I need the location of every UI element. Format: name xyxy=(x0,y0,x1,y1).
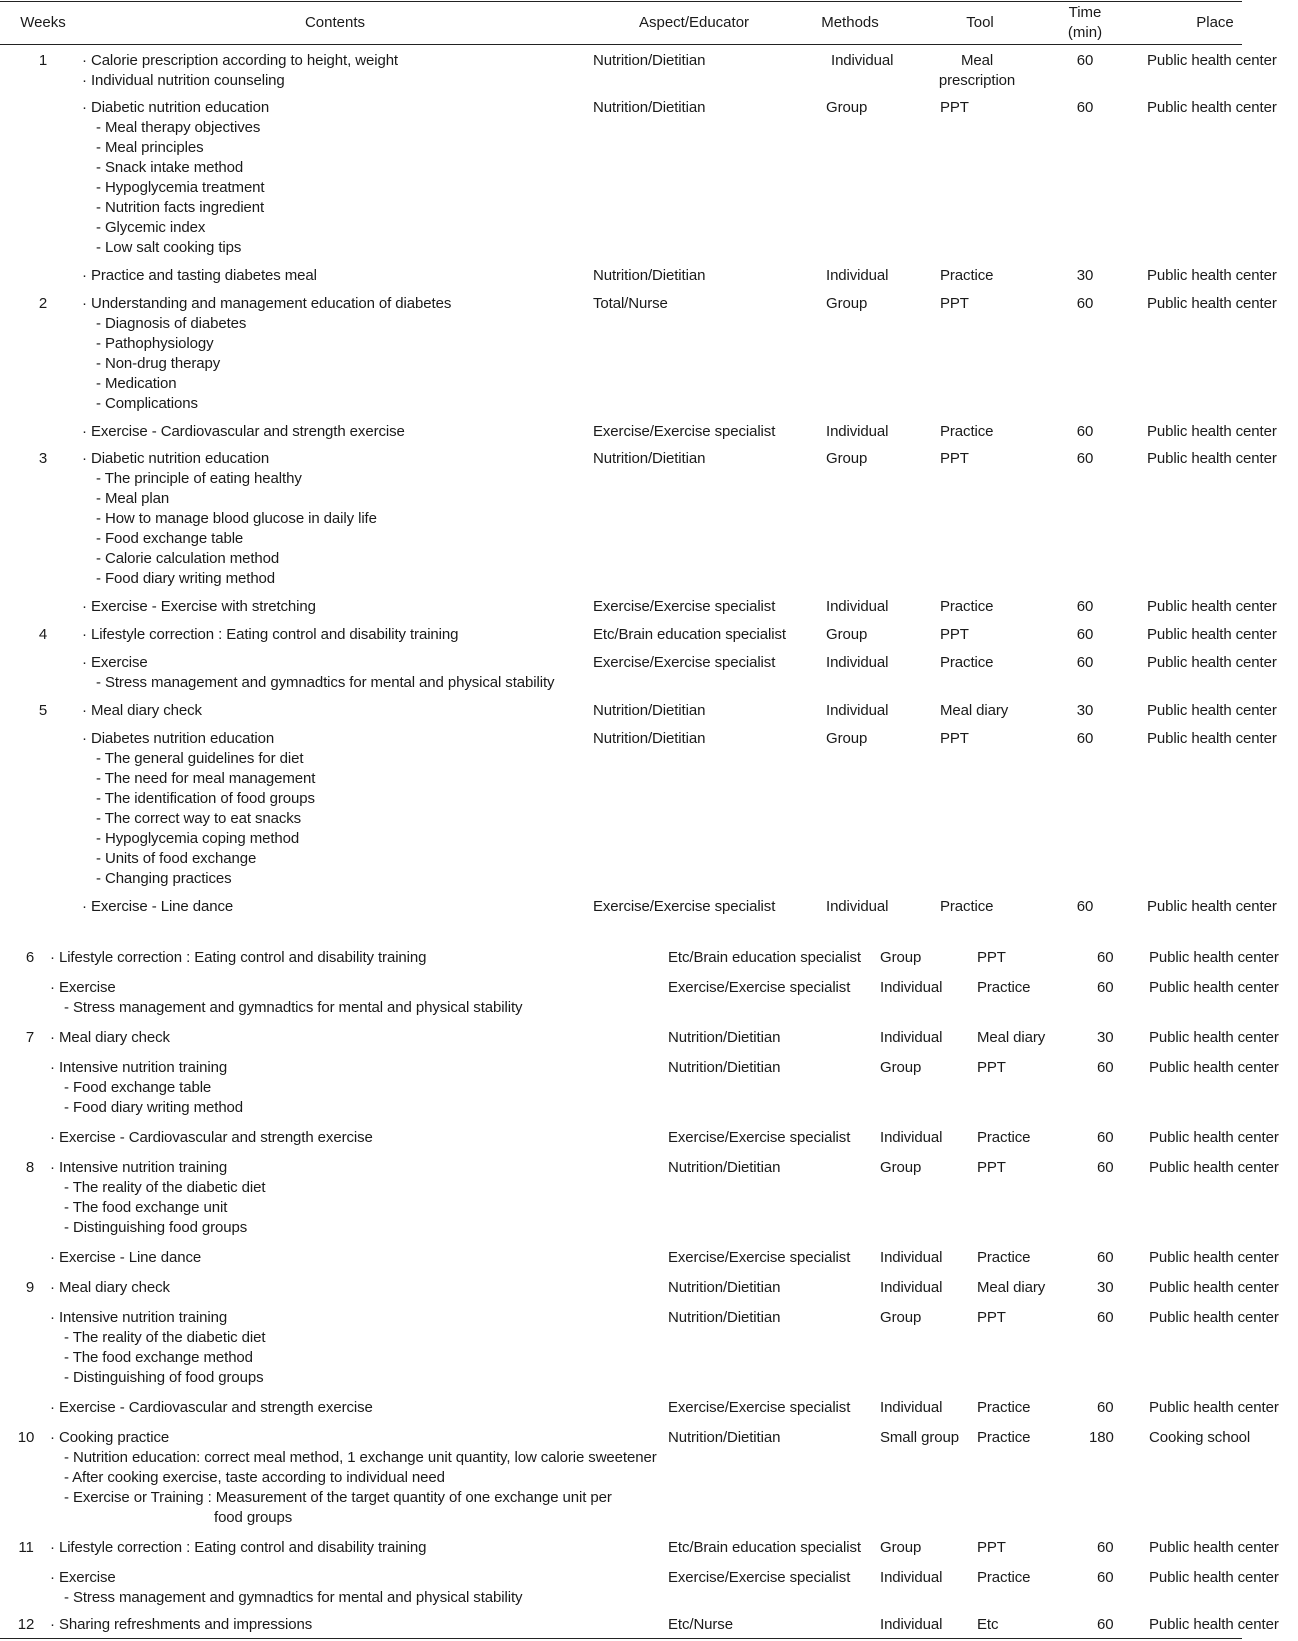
time-cell: 60 xyxy=(1076,730,1094,747)
content-subitem: - Glycemic index xyxy=(96,219,206,236)
time-cell: 60 xyxy=(1076,295,1094,312)
time-cell: 60 xyxy=(1076,626,1094,643)
time-cell: 60 xyxy=(1097,1249,1114,1266)
content-item: · Diabetes nutrition education xyxy=(82,730,275,747)
tool-cell: Meal xyxy=(960,52,994,69)
aspect-cell: Exercise/Exercise specialist xyxy=(593,598,776,615)
content-item: · Diabetic nutrition education xyxy=(82,99,270,116)
aspect-cell: Etc/Nurse xyxy=(668,1616,733,1633)
time-cell: 60 xyxy=(1097,1569,1114,1586)
content-subitem: - The identification of food groups xyxy=(96,790,315,807)
method-cell: Individual xyxy=(826,598,889,615)
place-cell: Public health center xyxy=(1147,423,1277,440)
time-cell: 60 xyxy=(1076,598,1094,615)
time-cell: 60 xyxy=(1076,450,1094,467)
method-cell: Group xyxy=(880,949,922,966)
method-cell: Group xyxy=(826,450,868,467)
method-cell: Individual xyxy=(880,1129,943,1146)
aspect-cell: Exercise/Exercise specialist xyxy=(668,979,851,996)
content-item: · Understanding and management education of diabetes xyxy=(82,295,452,312)
content-subitem: - Food diary writing method xyxy=(96,570,276,587)
content-subitem: - Complications xyxy=(96,395,198,412)
place-cell: Public health center xyxy=(1147,702,1277,719)
content-item: · Meal diary check xyxy=(82,702,202,719)
aspect-cell: Exercise/Exercise specialist xyxy=(668,1249,851,1266)
content-item: · Sharing refreshments and impressions xyxy=(50,1616,313,1633)
time-cell: 60 xyxy=(1097,1616,1114,1633)
content-subitem: - Meal plan xyxy=(96,490,170,507)
content-subitem: - Stress management and gymnadtics for mental and physical stability xyxy=(96,674,555,691)
time-cell: 60 xyxy=(1076,52,1094,69)
content-item: · Exercise xyxy=(82,654,148,671)
tool-cell: PPT xyxy=(977,949,1006,966)
content-item: · Exercise - Cardiovascular and strength exercise xyxy=(50,1129,373,1146)
aspect-cell: Nutrition/Dietitian xyxy=(668,1059,781,1076)
content-subitem: - The principle of eating healthy xyxy=(96,470,302,487)
method-cell: Group xyxy=(880,1309,922,1326)
place-cell: Public health center xyxy=(1149,1616,1279,1633)
place-cell: Public health center xyxy=(1149,1129,1279,1146)
content-item: · Exercise - Exercise with stretching xyxy=(82,598,316,615)
content-subitem: - Units of food exchange xyxy=(96,850,257,867)
aspect-cell: Exercise/Exercise specialist xyxy=(668,1399,851,1416)
content-subitem: - Nutrition education: correct meal method, 1 exchange unit quantity, low calorie sweetener xyxy=(64,1449,657,1466)
content-subitem: - Low salt cooking tips xyxy=(96,239,242,256)
method-cell: Small group xyxy=(880,1429,959,1446)
place-cell: Public health center xyxy=(1149,1279,1279,1296)
aspect-cell: Nutrition/Dietitian xyxy=(668,1279,781,1296)
week-number: 8 xyxy=(25,1159,35,1176)
place-cell: Public health center xyxy=(1147,295,1277,312)
place-cell: Public health center xyxy=(1147,626,1277,643)
aspect-cell: Etc/Brain education specialist xyxy=(593,626,786,643)
content-item: · Exercise xyxy=(50,979,116,996)
content-subitem: - Pathophysiology xyxy=(96,335,214,352)
method-cell: Group xyxy=(826,626,868,643)
method-cell: Group xyxy=(826,295,868,312)
aspect-cell: Nutrition/Dietitian xyxy=(593,702,706,719)
aspect-cell: Nutrition/Dietitian xyxy=(593,52,706,69)
content-item: · Exercise - Cardiovascular and strength exercise xyxy=(50,1399,373,1416)
place-cell: Public health center xyxy=(1149,1569,1279,1586)
time-cell: 30 xyxy=(1076,267,1094,284)
header-tool: Tool xyxy=(966,14,994,31)
week-number: 10 xyxy=(17,1429,35,1446)
week-number: 6 xyxy=(25,949,35,966)
content-subitem: - The food exchange method xyxy=(64,1349,253,1366)
content-subitem: - Distinguishing food groups xyxy=(64,1219,248,1236)
content-subitem: - The reality of the diabetic diet xyxy=(64,1329,266,1346)
place-cell: Public health center xyxy=(1147,99,1277,116)
method-cell: Group xyxy=(826,730,868,747)
week-number: 9 xyxy=(25,1279,35,1296)
aspect-cell: Exercise/Exercise specialist xyxy=(593,654,776,671)
tool-cell: Practice xyxy=(977,979,1031,996)
content-item: · Exercise - Cardiovascular and strength exercise xyxy=(82,423,405,440)
week-number: 3 xyxy=(38,450,48,467)
week-number: 4 xyxy=(38,626,48,643)
tool-cell: Practice xyxy=(977,1399,1031,1416)
time-cell: 60 xyxy=(1097,1059,1114,1076)
header-time-line1: Time xyxy=(1068,4,1102,21)
content-subitem: - The need for meal management xyxy=(96,770,316,787)
time-cell: 30 xyxy=(1097,1029,1114,1046)
tool-cell: PPT xyxy=(940,295,969,312)
aspect-cell: Nutrition/Dietitian xyxy=(668,1429,781,1446)
content-item: · Lifestyle correction : Eating control and disability training xyxy=(50,1539,427,1556)
header-contents: Contents xyxy=(304,14,366,31)
method-cell: Individual xyxy=(826,267,889,284)
aspect-cell: Nutrition/Dietitian xyxy=(593,730,706,747)
aspect-cell: Total/Nurse xyxy=(593,295,668,312)
method-cell: Individual xyxy=(880,979,943,996)
place-cell: Public health center xyxy=(1147,654,1277,671)
place-cell: Public health center xyxy=(1147,898,1277,915)
tool-cell: PPT xyxy=(940,450,969,467)
tool-cell: Practice xyxy=(977,1429,1031,1446)
tool-cell: Meal diary xyxy=(977,1029,1046,1046)
content-subitem: - Diagnosis of diabetes xyxy=(96,315,247,332)
method-cell: Individual xyxy=(880,1029,943,1046)
content-item: · Exercise xyxy=(50,1569,116,1586)
content-subitem: - Meal principles xyxy=(96,139,204,156)
content-subitem: - Nutrition facts ingredient xyxy=(96,199,265,216)
header-bottom-rule xyxy=(0,44,1242,45)
aspect-cell: Nutrition/Dietitian xyxy=(593,450,706,467)
table-bottom-rule xyxy=(0,1638,1242,1639)
aspect-cell: Nutrition/Dietitian xyxy=(668,1159,781,1176)
method-cell: Individual xyxy=(826,423,889,440)
content-subitem: - How to manage blood glucose in daily life xyxy=(96,510,377,527)
content-subitem: - Stress management and gymnadtics for mental and physical stability xyxy=(64,1589,523,1606)
tool-cell: PPT xyxy=(977,1309,1006,1326)
place-cell: Public health center xyxy=(1149,1309,1279,1326)
method-cell: Individual xyxy=(826,702,889,719)
tool-cell: Meal diary xyxy=(977,1279,1046,1296)
method-cell: Group xyxy=(826,99,868,116)
content-subitem: - After cooking exercise, taste according to individual need xyxy=(64,1469,445,1486)
content-item: · Meal diary check xyxy=(50,1279,170,1296)
aspect-cell: Etc/Brain education specialist xyxy=(668,949,861,966)
tool-cell: Practice xyxy=(940,598,994,615)
aspect-cell: Etc/Brain education specialist xyxy=(668,1539,861,1556)
time-cell: 60 xyxy=(1097,1309,1114,1326)
table-top-rule xyxy=(0,1,1242,2)
content-item: · Exercise - Line dance xyxy=(50,1249,202,1266)
aspect-cell: Nutrition/Dietitian xyxy=(668,1309,781,1326)
tool-cell: PPT xyxy=(977,1159,1006,1176)
content-item: · Individual nutrition counseling xyxy=(82,72,285,89)
tool-cell: Practice xyxy=(977,1249,1031,1266)
time-cell: 60 xyxy=(1097,1539,1114,1556)
aspect-cell: Exercise/Exercise specialist xyxy=(668,1129,851,1146)
header-methods: Methods xyxy=(821,14,879,31)
content-subitem: - Food diary writing method xyxy=(64,1099,244,1116)
place-cell: Public health center xyxy=(1149,1159,1279,1176)
content-subitem: - Hypoglycemia coping method xyxy=(96,830,300,847)
tool-cell: prescription xyxy=(938,72,1016,89)
method-cell: Group xyxy=(880,1059,922,1076)
place-cell: Public health center xyxy=(1147,267,1277,284)
content-subitem: - Exercise or Training : Measurement of the target quantity of one exchange unit per xyxy=(64,1489,612,1506)
content-subitem: - Stress management and gymnadtics for mental and physical stability xyxy=(64,999,523,1016)
aspect-cell: Exercise/Exercise specialist xyxy=(593,898,776,915)
content-item: · Calorie prescription according to height, weight xyxy=(82,52,398,69)
tool-cell: Practice xyxy=(940,423,994,440)
place-cell: Public health center xyxy=(1147,598,1277,615)
tool-cell: Etc xyxy=(977,1616,999,1633)
content-subitem: - Distinguishing of food groups xyxy=(64,1369,264,1386)
content-subitem: - The correct way to eat snacks xyxy=(96,810,302,827)
header-aspect: Aspect/Educator xyxy=(638,14,750,31)
place-cell: Public health center xyxy=(1149,1029,1279,1046)
week-number: 12 xyxy=(17,1616,35,1633)
time-cell: 60 xyxy=(1097,949,1114,966)
tool-cell: PPT xyxy=(977,1539,1006,1556)
method-cell: Individual xyxy=(826,654,889,671)
content-subitem: food groups xyxy=(214,1509,293,1526)
content-subitem: - Food exchange table xyxy=(96,530,244,547)
place-cell: Public health center xyxy=(1149,1399,1279,1416)
tool-cell: Practice xyxy=(977,1569,1031,1586)
method-cell: Individual xyxy=(831,52,894,69)
place-cell: Public health center xyxy=(1149,1249,1279,1266)
content-subitem: - Calorie calculation method xyxy=(96,550,280,567)
content-item: · Lifestyle correction : Eating control and disability training xyxy=(82,626,459,643)
method-cell: Individual xyxy=(880,1616,943,1633)
time-cell: 60 xyxy=(1076,99,1094,116)
time-cell: 60 xyxy=(1097,1159,1114,1176)
content-item: · Diabetic nutrition education xyxy=(82,450,270,467)
method-cell: Group xyxy=(880,1159,922,1176)
content-subitem: - Hypoglycemia treatment xyxy=(96,179,265,196)
method-cell: Individual xyxy=(826,898,889,915)
place-cell: Public health center xyxy=(1149,1059,1279,1076)
method-cell: Individual xyxy=(880,1249,943,1266)
week-number: 1 xyxy=(38,52,48,69)
content-item: · Intensive nutrition training xyxy=(50,1309,228,1326)
content-item: · Intensive nutrition training xyxy=(50,1159,228,1176)
content-subitem: - Medication xyxy=(96,375,177,392)
method-cell: Group xyxy=(880,1539,922,1556)
method-cell: Individual xyxy=(880,1399,943,1416)
content-subitem: - The general guidelines for diet xyxy=(96,750,304,767)
header-weeks: Weeks xyxy=(20,14,66,31)
tool-cell: Practice xyxy=(977,1129,1031,1146)
method-cell: Individual xyxy=(880,1569,943,1586)
content-item: · Cooking practice xyxy=(50,1429,170,1446)
tool-cell: PPT xyxy=(940,730,969,747)
place-cell: Public health center xyxy=(1149,1539,1279,1556)
time-cell: 60 xyxy=(1076,654,1094,671)
content-subitem: - Meal therapy objectives xyxy=(96,119,261,136)
tool-cell: PPT xyxy=(940,99,969,116)
content-item: · Exercise - Line dance xyxy=(82,898,234,915)
place-cell: Public health center xyxy=(1147,730,1277,747)
time-cell: 60 xyxy=(1076,423,1094,440)
time-cell: 60 xyxy=(1076,898,1094,915)
header-place: Place xyxy=(1196,14,1234,31)
content-subitem: - Non-drug therapy xyxy=(96,355,221,372)
content-subitem: - Food exchange table xyxy=(64,1079,212,1096)
tool-cell: PPT xyxy=(940,626,969,643)
place-cell: Cooking school xyxy=(1149,1429,1251,1446)
content-item: · Lifestyle correction : Eating control and disability training xyxy=(50,949,427,966)
week-number: 2 xyxy=(38,295,48,312)
place-cell: Public health center xyxy=(1149,979,1279,996)
tool-cell: Meal diary xyxy=(940,702,1009,719)
aspect-cell: Exercise/Exercise specialist xyxy=(593,423,776,440)
place-cell: Public health center xyxy=(1147,450,1277,467)
content-subitem: - Changing practices xyxy=(96,870,232,887)
method-cell: Individual xyxy=(880,1279,943,1296)
place-cell: Public health center xyxy=(1149,949,1279,966)
tool-cell: Practice xyxy=(940,267,994,284)
time-cell: 60 xyxy=(1097,979,1114,996)
content-subitem: - The food exchange unit xyxy=(64,1199,228,1216)
content-item: · Intensive nutrition training xyxy=(50,1059,228,1076)
week-number: 7 xyxy=(25,1029,35,1046)
week-number: 11 xyxy=(18,1539,34,1556)
time-cell: 60 xyxy=(1097,1129,1114,1146)
aspect-cell: Nutrition/Dietitian xyxy=(593,267,706,284)
header-time-line2: (min) xyxy=(1067,24,1103,41)
aspect-cell: Exercise/Exercise specialist xyxy=(668,1569,851,1586)
content-item: · Practice and tasting diabetes meal xyxy=(82,267,317,284)
tool-cell: Practice xyxy=(940,654,994,671)
aspect-cell: Nutrition/Dietitian xyxy=(593,99,706,116)
content-subitem: - The reality of the diabetic diet xyxy=(64,1179,266,1196)
time-cell: 30 xyxy=(1076,702,1094,719)
time-cell: 180 xyxy=(1089,1429,1114,1446)
aspect-cell: Nutrition/Dietitian xyxy=(668,1029,781,1046)
tool-cell: PPT xyxy=(977,1059,1006,1076)
time-cell: 60 xyxy=(1097,1399,1114,1416)
week-number: 5 xyxy=(38,702,48,719)
place-cell: Public health center xyxy=(1147,52,1277,69)
content-subitem: - Snack intake method xyxy=(96,159,244,176)
time-cell: 30 xyxy=(1097,1279,1114,1296)
tool-cell: Practice xyxy=(940,898,994,915)
content-item: · Meal diary check xyxy=(50,1029,170,1046)
